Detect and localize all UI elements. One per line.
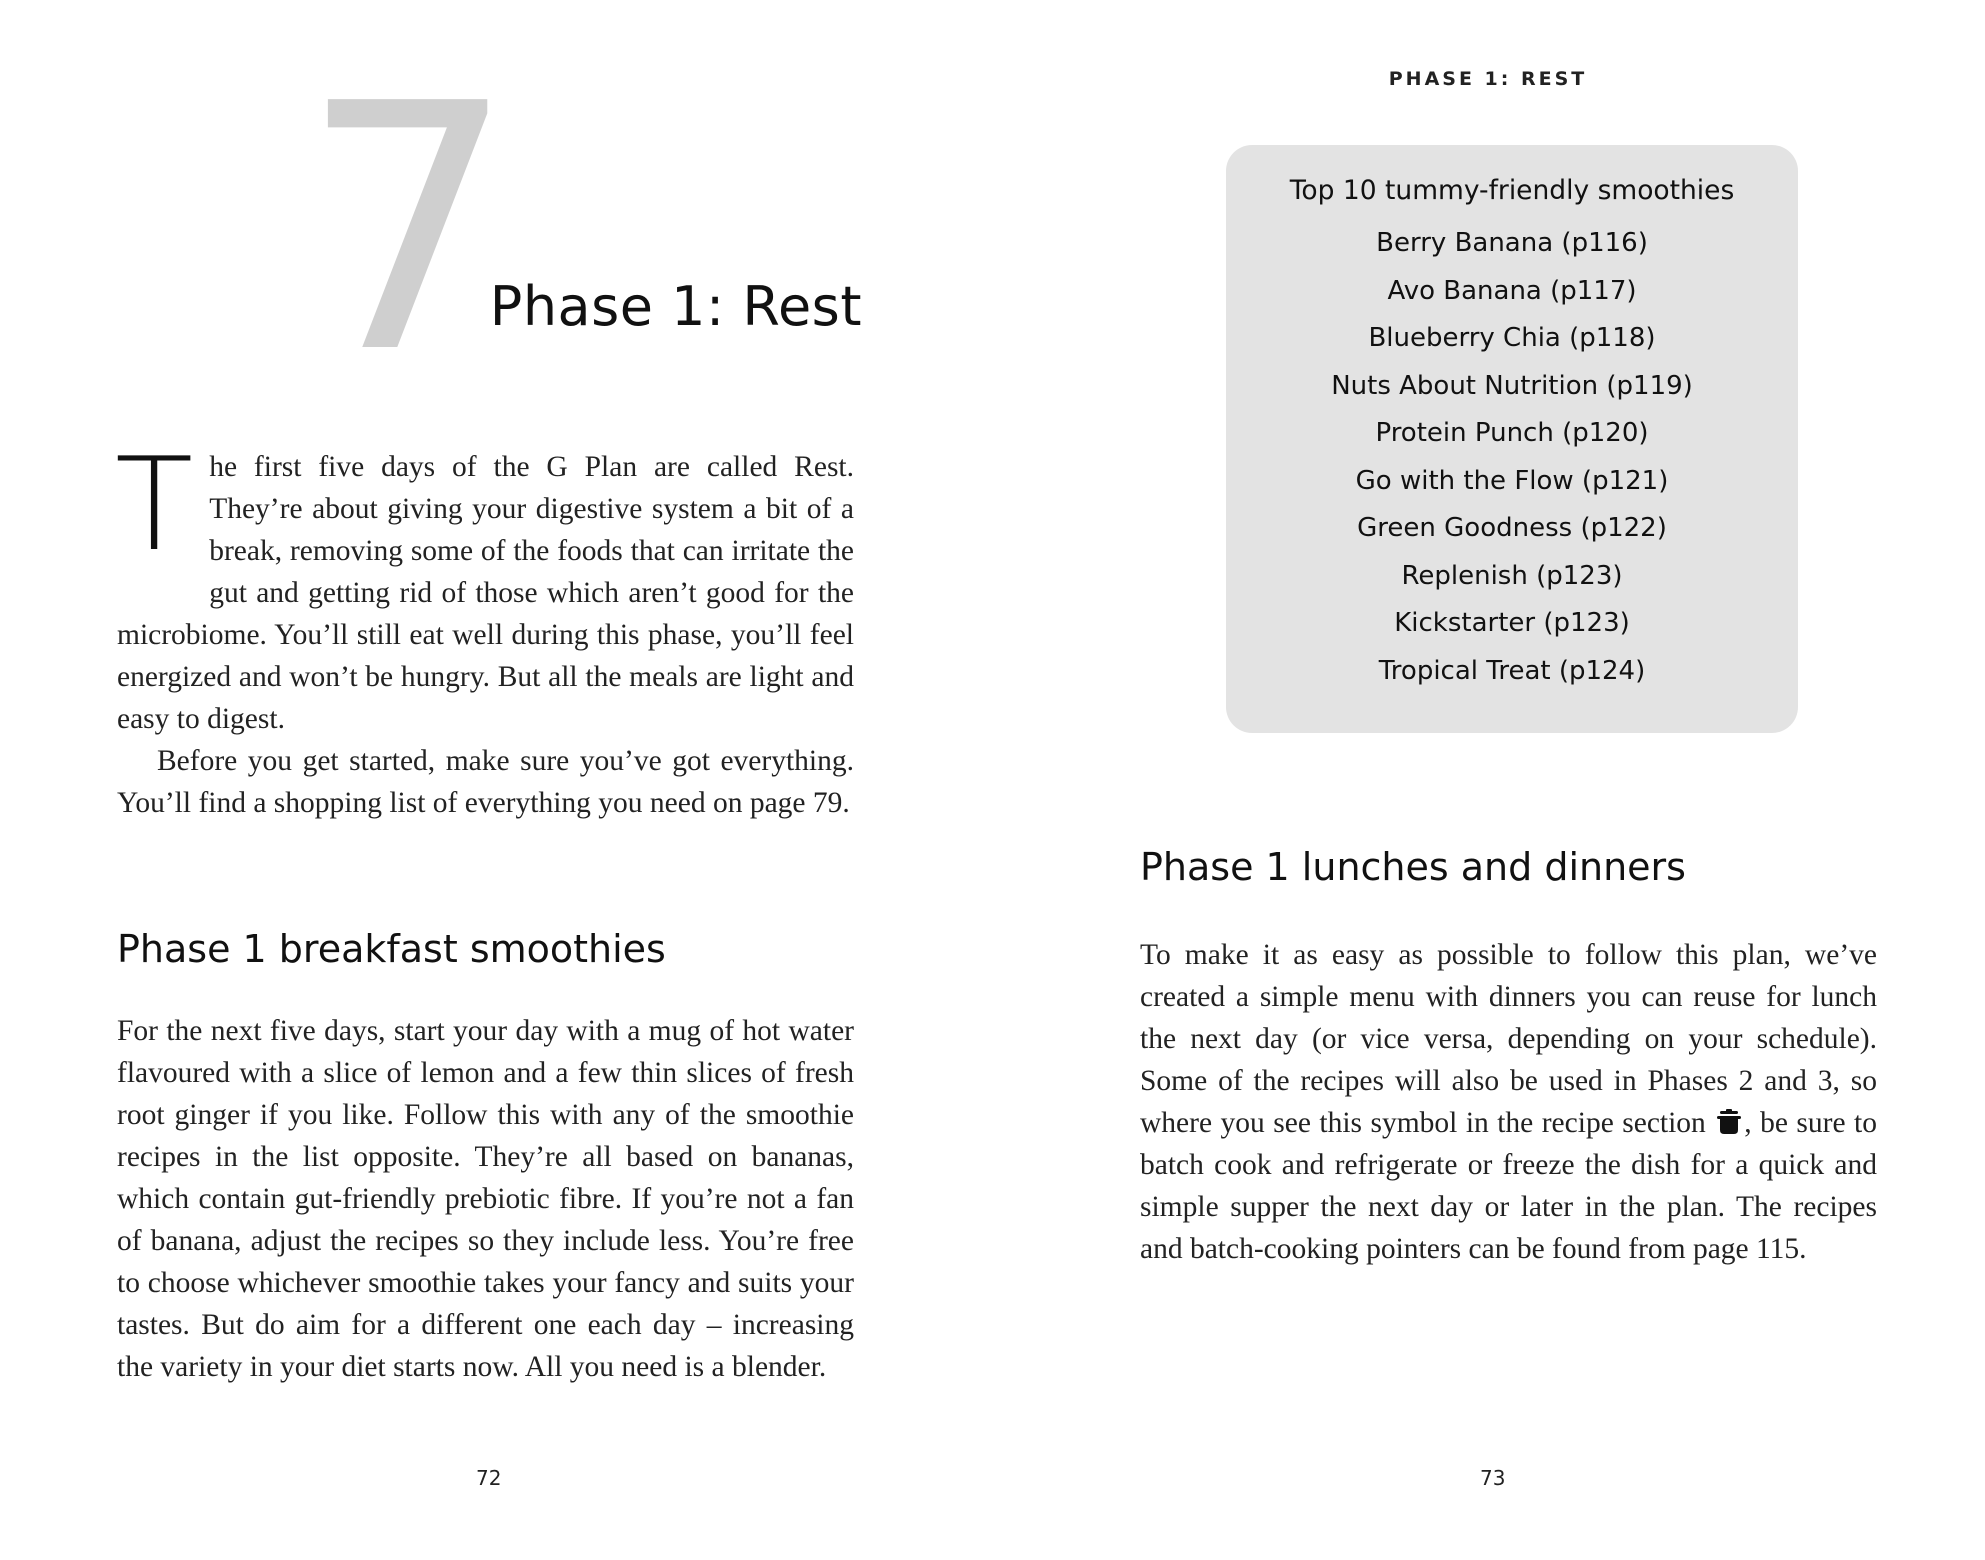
smoothie-list-item: Nuts About Nutrition (p119) [1331,370,1693,401]
smoothie-list-item: Protein Punch (p120) [1375,418,1649,448]
lunch-paragraph-text: To make it as easy as possible to follow this plan, we’ve created a simple menu with dinners you can reuse for lunch the next day (or vice versa, depending on your schedule). Some of the recipes will also be used in Phases 2 and 3, so where you see this symbol in the recipe section [1140,939,1877,1139]
breakfast-paragraph: For the next five days, start your day with a mug of hot water flavoured with a slice of lemon and a few thin slices of fresh root ginger if you like. Follow this with any of the smoothie recipes in the list opposite. They’re all based on bananas, which contain gut-friendly prebiotic fibre. If you’re not a fan of banana, adjust the recipes so they include less. You’re free to choose whichever smoothie takes your fancy and suits your tastes. But do aim for a different one each day – increasing the variety in your diet starts now. All you need is a blender. [117,1015,854,1383]
intro-text [115,431,854,824]
smoothie-box-title: Top 10 tummy-friendly smoothies [1289,175,1735,206]
lunch-paragraph-text-cont: , be sure to batch cook and refrigerate or freeze the dish for a quick and simple supper the next day or later in the plan. The recipes and batch-cooking pointers can be found from page 115. [1140,1107,1877,1265]
drop-cap: T [115,431,194,580]
smoothie-list-item: Kickstarter (p123) [1394,608,1630,638]
smoothie-list-item: Green Goodness (p122) [1357,513,1667,543]
chapter-title: Phase 1: Rest [489,275,862,338]
smoothie-list-item: Avo Banana (p117) [1387,275,1637,306]
breakfast-text [117,1010,854,1388]
lunch-heading: Phase 1 lunches and dinners [1140,845,1686,889]
lunch-paragraph [1140,934,1877,1270]
breakfast-heading: Phase 1 breakfast smoothies [117,927,666,971]
smoothie-list-item: Go with the Flow (p121) [1355,465,1669,496]
intro-paragraph-text: he first five days of the G Plan are called Rest. They’re about giving your digestive system a bit of a break, removing some of the foods that can irritate the gut and getting rid of those which aren’t good for the microbiome. You’ll still eat well during this phase, you’ll feel energized and won’t be hungry. But all the meals are light and easy to digest. [117,451,854,735]
running-head: PHASE 1: REST [1388,68,1588,90]
cooking-pot-icon [1716,1105,1742,1131]
chapter-number: 7 [300,32,517,428]
smoothie-list-item: Tropical Treat (p124) [1378,655,1646,686]
smoothie-list-item: Replenish (p123) [1401,560,1623,591]
intro-paragraph [115,431,854,740]
smoothie-list-item: Berry Banana (p116) [1376,228,1648,258]
left-page [0,0,992,1560]
page-number-right: 73 [1480,1466,1506,1490]
page-number-left: 72 [476,1466,502,1490]
right-page [992,0,1984,1560]
smoothie-list-item: Blueberry Chia (p118) [1368,323,1656,353]
smoothie-list-box [1226,145,1798,733]
intro-paragraph-2: Before you get started, make sure you’ve got everything. You’ll find a shopping list of everything you need on page 79. [117,745,854,819]
lunch-text [1140,934,1877,1270]
